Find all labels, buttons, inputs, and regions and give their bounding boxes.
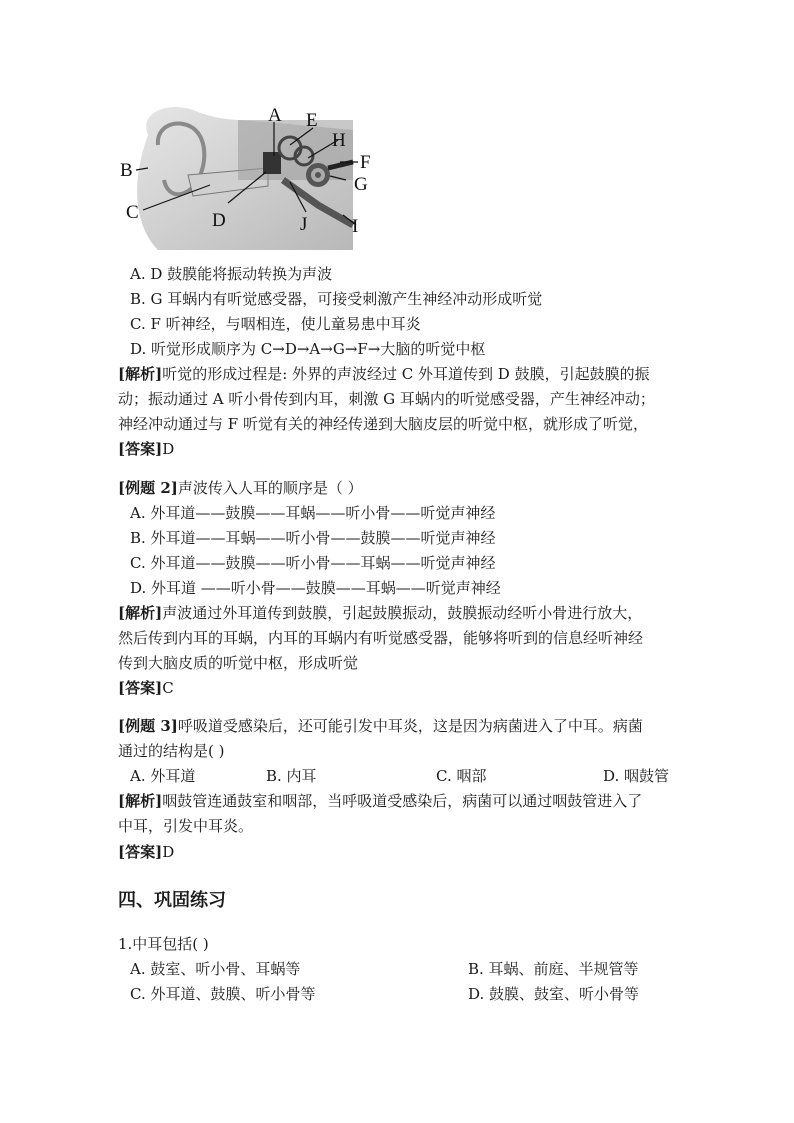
ex2-option-d: D. 外耳道 ——听小骨——鼓膜——耳蜗——听觉声神经 [130, 579, 501, 597]
answer-tag: [答案] [118, 843, 163, 861]
ex2-option-c: C. 外耳道——鼓膜——听小骨——耳蜗——听觉声神经 [130, 554, 496, 572]
ex3-option-d: D. 咽鼓管 [603, 767, 670, 785]
question-text: 呼吸道受感染后，还可能引发中耳炎，这是因为病菌进入了中耳。病菌 [177, 717, 643, 735]
q1-option-b: B. G 耳蜗内有听觉感受器，可接受刺激产生神经冲动形成听觉 [130, 290, 543, 308]
practice1-option-c: C. 外耳道、鼓膜、听小骨等 [130, 985, 316, 1003]
question-text: 声波传入人耳的顺序是（ ） [177, 479, 363, 497]
cochlea-shape [315, 172, 321, 178]
q1-option-d: D. 听觉形成顺序为 C→D→A→G→F→大脑的听觉中枢 [130, 340, 486, 358]
label-G: G [354, 174, 368, 195]
label-I: I [352, 216, 359, 237]
analysis-tag: [解析] [118, 792, 163, 810]
q1-option-a: A. D 鼓膜能将振动转换为声波 [130, 265, 333, 283]
practice1-option-b: B. 耳蜗、前庭、半规管等 [468, 960, 639, 978]
q1-analysis-line-3: 神经冲动通过与 F 听觉有关的神经传递到大脑皮层的听觉中枢，就形成了听觉， [118, 415, 648, 433]
label-F: F [360, 152, 371, 173]
q1-analysis-line-1 [118, 364, 650, 384]
middle-ear-shape [263, 152, 281, 174]
label-C: C [126, 202, 139, 223]
ex3-analysis-line-1 [118, 791, 642, 811]
ex3-question-line-1 [118, 716, 643, 736]
label-D: D [212, 210, 226, 231]
q1-option-c: C. F 听神经，与咽相连，使儿童易患中耳炎 [130, 315, 421, 333]
section-title: 四、巩固练习 [118, 890, 226, 911]
ex2-analysis-line-2: 然后传到内耳的耳蜗，内耳的耳蜗内有听觉感受器，能够将听到的信息经听神经 [118, 629, 644, 647]
ex2-question [118, 478, 363, 498]
answer-value: D [162, 440, 175, 458]
ex3-question-line-2: 通过的结构是( ) [118, 742, 225, 760]
ex3-option-c: C. 咽部 [436, 767, 487, 785]
example-tag: [例题 2] [118, 479, 178, 497]
practice1-option-d: D. 鼓膜、鼓室、听小骨等 [468, 985, 640, 1003]
answer-value: D [162, 843, 175, 861]
ex2-option-a: A. 外耳道——鼓膜——耳蜗——听小骨——听觉声神经 [130, 504, 496, 522]
answer-tag: [答案] [118, 679, 163, 697]
answer-tag: [答案] [118, 440, 163, 458]
analysis-tag: [解析] [118, 365, 163, 383]
ex2-option-b: B. 外耳道——耳蜗——听小骨——鼓膜——听觉声神经 [130, 529, 496, 547]
analysis-tag: [解析] [118, 604, 163, 622]
analysis-text: 听觉的形成过程是: 外界的声波经过 C 外耳道传到 D 鼓膜，引起鼓膜的振 [162, 365, 650, 383]
analysis-text: 声波通过外耳道传到鼓膜，引起鼓膜振动，鼓膜振动经听小骨进行放大， [162, 604, 643, 622]
ex2-analysis-line-1 [118, 603, 642, 623]
label-A: A [268, 105, 282, 126]
practice1-option-a: A. 鼓室、听小骨、耳蜗等 [130, 960, 301, 978]
ear-anatomy-figure [118, 100, 388, 260]
label-B: B [120, 160, 133, 181]
ex3-option-b: B. 内耳 [266, 767, 317, 785]
ex3-analysis-line-2: 中耳，引发中耳炎。 [118, 817, 254, 835]
ex2-analysis-line-3: 传到大脑皮质的听觉中枢，形成听觉 [118, 654, 359, 672]
ex2-answer [118, 678, 174, 698]
analysis-text: 咽鼓管连通鼓室和咽部，当呼吸道受感染后，病菌可以通过咽鼓管进入了 [162, 792, 643, 810]
practice1-question: 1.中耳包括( ) [118, 935, 209, 953]
answer-value: C [162, 679, 174, 697]
label-H: H [332, 130, 346, 151]
ex3-option-a: A. 外耳道 [130, 767, 196, 785]
label-J: J [300, 214, 308, 235]
ex3-answer [118, 842, 174, 862]
example-tag: [例题 3] [118, 717, 178, 735]
q1-answer [118, 439, 174, 459]
label-E: E [306, 110, 318, 131]
q1-analysis-line-2: 动；振动通过 A 听小骨传到内耳，刺激 G 耳蜗内的听觉感受器，产生神经冲动； [118, 390, 655, 408]
